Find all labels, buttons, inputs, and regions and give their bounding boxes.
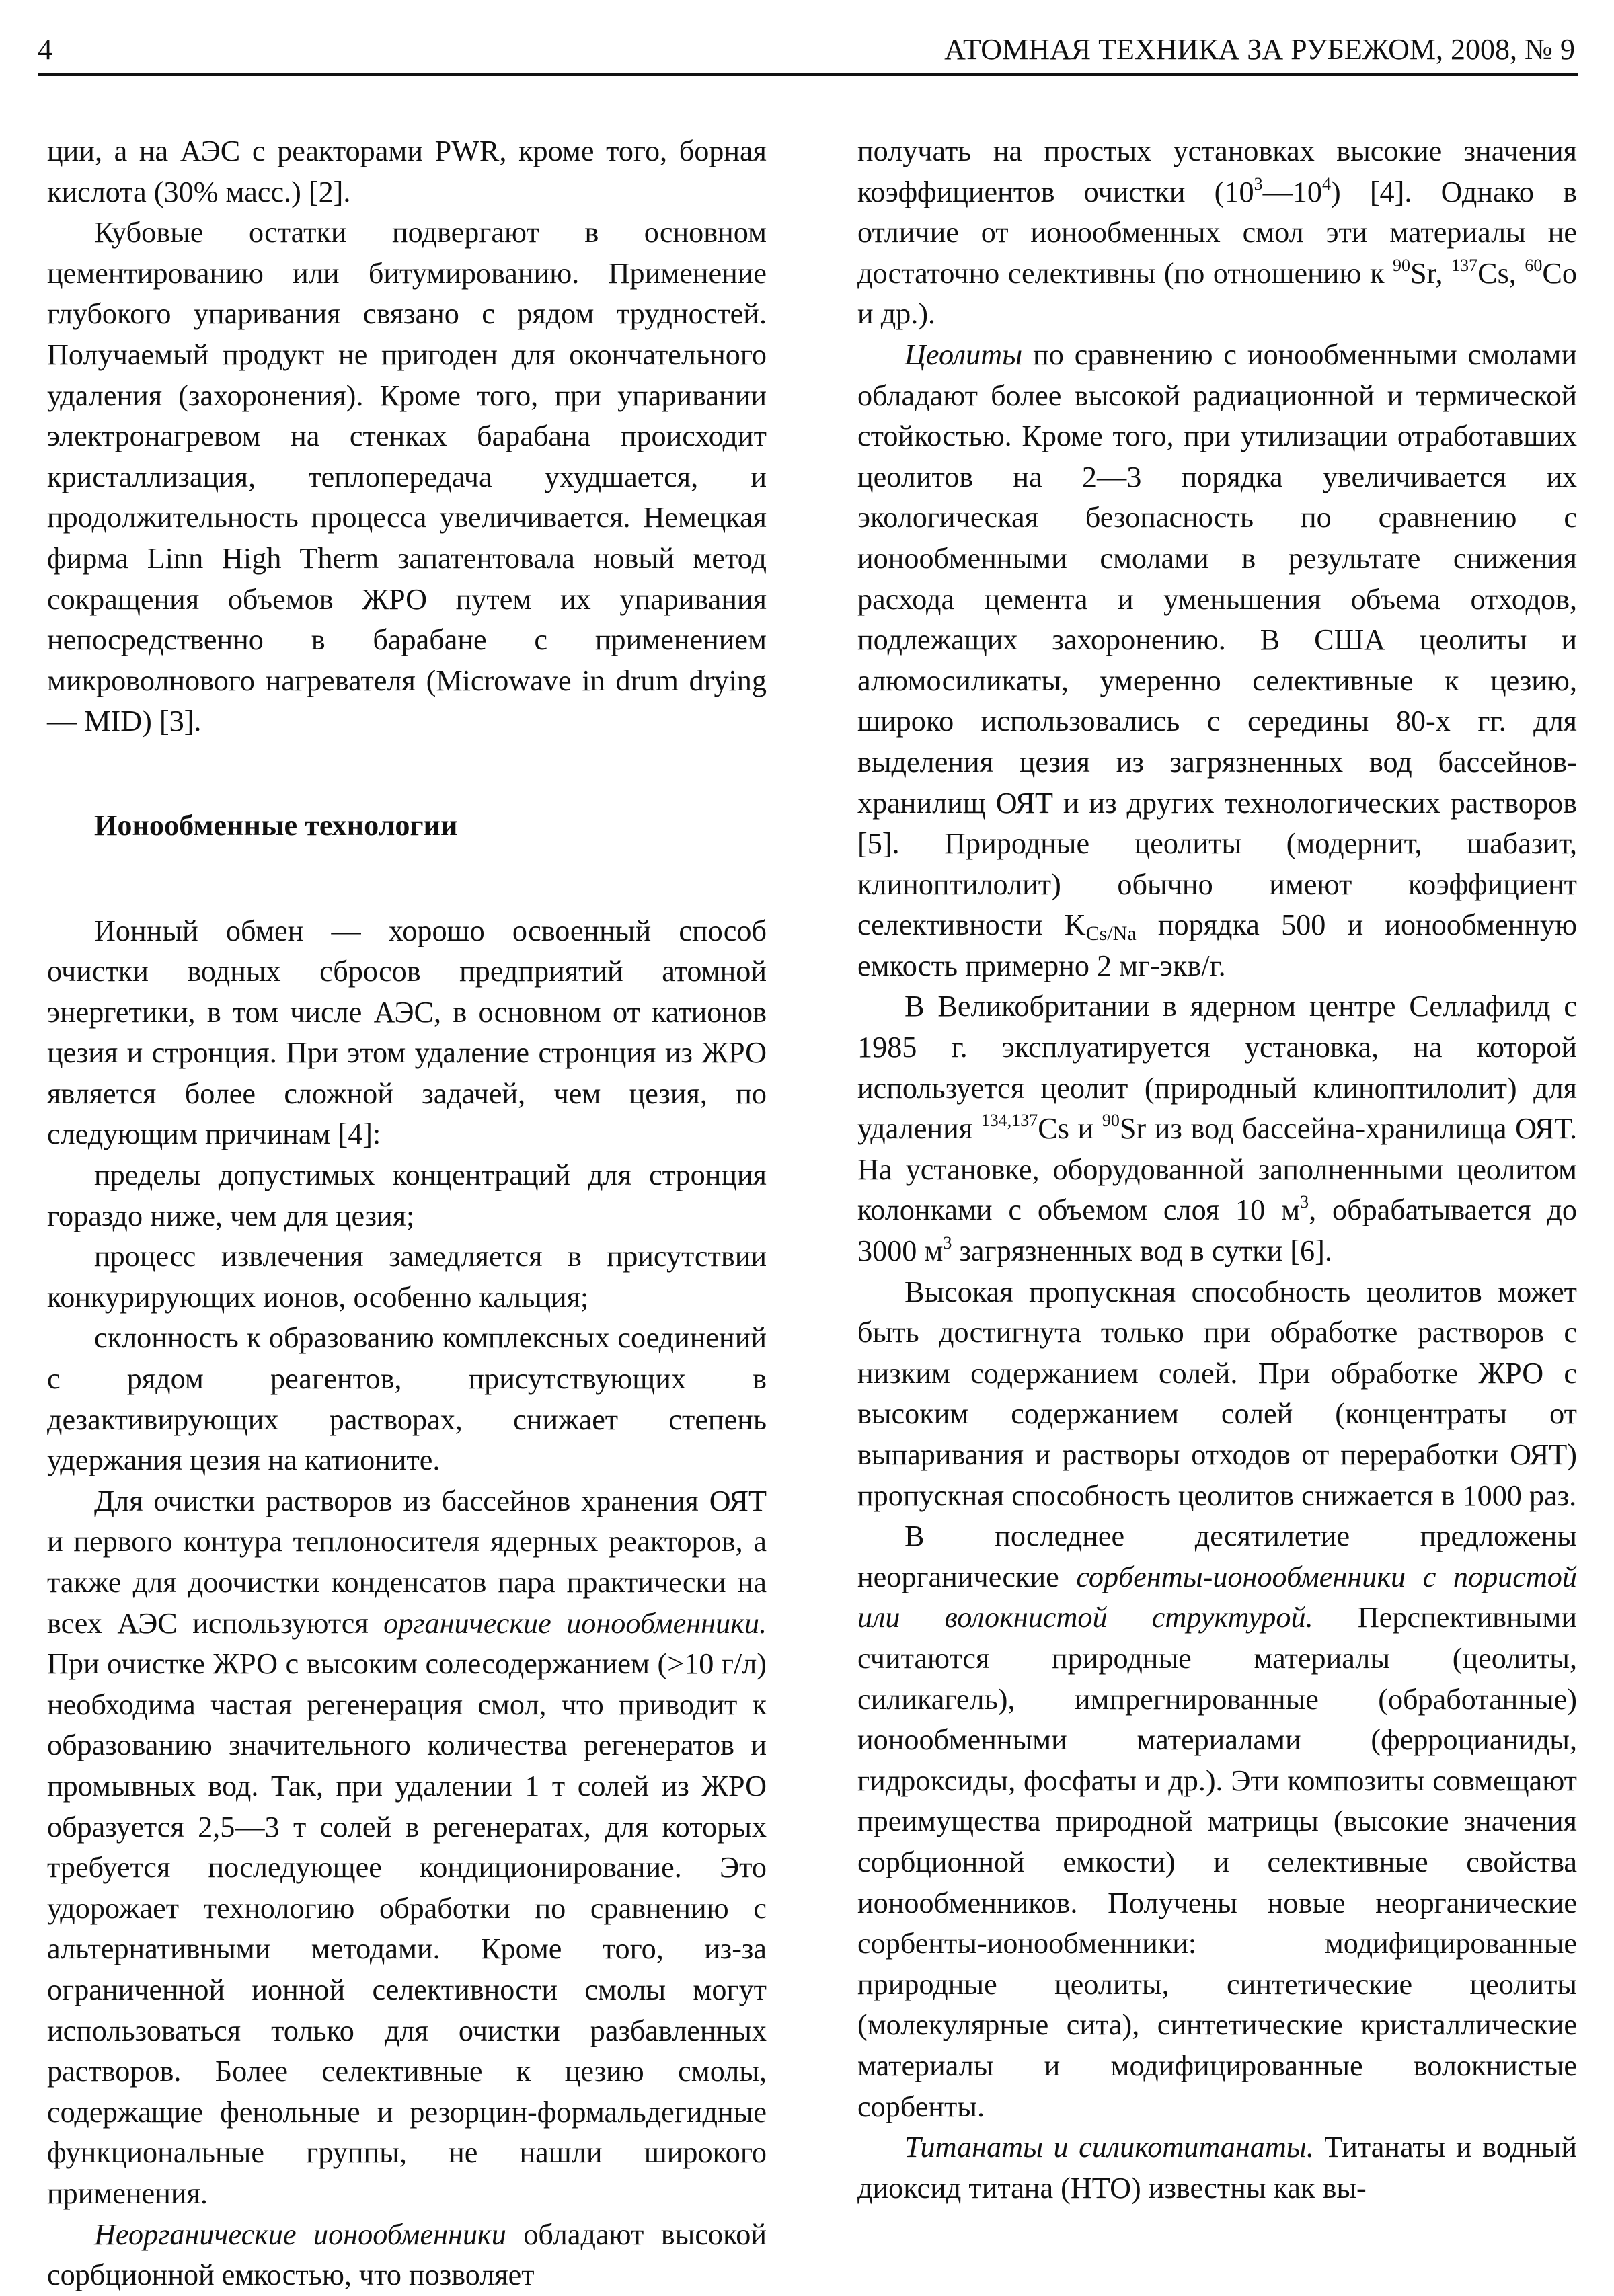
paragraph: [857, 1516, 1577, 2127]
superscript: 60: [1525, 255, 1543, 275]
paragraph: [47, 1481, 767, 2215]
text-run: Cs и: [1038, 1112, 1102, 1146]
text-run: Sr из вод бассейна-хранилища ОЯТ. На установке, оборудованной заполненными цеолитом колонками с объемом слоя 10 м: [857, 1112, 1577, 1227]
list-item: процесс извлечения замедляется в присутствии конкурирующих ионов, особенно кальция;: [47, 1240, 767, 1314]
list-item: пределы допустимых концентраций для стронция гораздо ниже, чем для цезия;: [47, 1158, 767, 1232]
text-run: Sr,: [1410, 256, 1452, 290]
text-run: Титанаты и водный диоксид титана (НТО) известны как вы-: [857, 2131, 1577, 2205]
text-run: Co и др.).: [857, 256, 1577, 331]
paragraph: [857, 986, 1577, 1271]
page-number: 4: [38, 33, 52, 66]
text-run: В последнее десятилетие предложены неорганические: [857, 1519, 1577, 1593]
paragraph: [857, 131, 1577, 335]
paragraph: Ионный обмен — хорошо освоенный способ очистки водных сбросов предприятий атомной энергетики, в том числе АЭС, в основном от катионов цезия и стронция. При этом удаление стронция из ЖРО является более сложной задачей, чем цезия, по следующим причинам [4]:: [47, 914, 767, 1151]
superscript: 3: [943, 1233, 952, 1253]
left-column: [47, 131, 767, 2296]
emphasis: Неорганические ионообменники: [94, 2217, 506, 2251]
superscript: 3: [1254, 173, 1263, 194]
section-heading: Ионообменные технологии: [94, 808, 458, 842]
paragraph: Кубовые остатки подвергают в основном цементированию или битумированию. Применение глубокого упаривания связано с рядом трудностей. Получаемый продукт не пригоден для окончательного удаления (захоронения). Кроме того, при упаривании электронагревом на стенках барабана происходит кристаллизация, теплопередача ухудшается, и продолжительность процесса увеличивается. Немецкая фирма Linn High Therm запатентовала новый метод сокращения объемов ЖРО путем их упаривания непосредственно в барабане с применением микроволнового нагревателя (Microwave in drum drying — MID) [3].: [47, 216, 767, 738]
paragraph: [857, 335, 1577, 987]
text-run: загрязненных вод в сутки [6].: [952, 1234, 1332, 1268]
text-run: , обрабатывается до 3000 м: [857, 1193, 1577, 1268]
superscript: 3: [1300, 1192, 1309, 1212]
superscript: 137: [1451, 255, 1478, 275]
superscript: 134,137: [981, 1111, 1038, 1131]
emphasis: органические ионообменники.: [383, 1606, 767, 1640]
text-run: Cs,: [1477, 256, 1525, 290]
emphasis: Цеолиты: [905, 338, 1023, 371]
text-run: —10: [1262, 175, 1322, 208]
text-run: В Великобритании в ядерном центре Селлафилд с 1985 г. эксплуатируется установка, на которой используется цеолит (природный клиноптилолит) для удаления: [857, 990, 1577, 1146]
paragraph: [857, 2127, 1577, 2209]
text-run: порядка 500 и ионообменную емкость примерно 2 мг-экв/г.: [857, 908, 1577, 982]
superscript: 90: [1392, 255, 1410, 275]
superscript: 4: [1321, 173, 1331, 194]
paragraph: [47, 2215, 767, 2296]
list-item: склонность к образованию комплексных соединений с рядом реагентов, присутствующих в дезактивирующих растворах, снижает степень удержания цезия на катионите.: [47, 1321, 767, 1477]
header-rule: [38, 73, 1578, 76]
running-header: [38, 30, 1575, 70]
text-run: по сравнению с ионообменными смолами обладают более высокой радиационной и термической стойкостью. Кроме того, при утилизации отработавших цеолитов на 2—3 порядка увеличивается их экологическая безопасность по сравнению с ионообменными смолами в результате снижения расхода цемента и уменьшения объема отходов, подлежащих захоронению. В США цеолиты и алюмосиликаты, умеренно селективные к цезию, широко использовались с середины 80-х гг. для выделения цезия из загрязненных вод бассейнов-хранилищ ОЯТ и из других технологических растворов [5]. Природные цеолиты (модернит, шабазит, клиноптилолит) обычно имеют коэффициент селективности K: [857, 338, 1577, 942]
text-run: При очистке ЖРО с высоким солесодержанием (>10 г/л) необходима частая регенерация смол, что приводит к образованию значительного количества регенератов и промывных вод. Так, при удалении 1 т солей из ЖРО образуется 2,5—3 т солей в регенератах, для которых требуется последующее кондиционирование. Это удорожает технологию обработки по сравнению с альтернативными методами. Кроме того, из-за ограниченной ионной селективности смолы могут использоваться только для очистки разбавленных растворов. Более селективные к цезию смолы, содержащие фенольные и резорцин-формальдегидные функциональные группы, не нашли широкого применения.: [47, 1647, 767, 2210]
emphasis: Титанаты и силикотитанаты.: [905, 2131, 1314, 2164]
text-run: Для очистки растворов из бассейнов хранения ОЯТ и первого контура теплоносителя ядерных реакторов, а также для доочистки конденсатов пара практически на всех АЭС используются: [47, 1484, 767, 1640]
paragraph: Высокая пропускная способность цеолитов может быть достигнута только при обработке растворов с низким содержанием солей. При обработке ЖРО с высоким содержанием солей (концентраты от выпаривания и растворы отходов от переработки ОЯТ) пропускная способность цеолитов снижается в 1000 раз.: [857, 1275, 1577, 1512]
text-run: обладают высокой сорбционной емкостью, что позволяет: [47, 2217, 767, 2292]
superscript: 90: [1102, 1111, 1120, 1131]
journal-title: АТОМНАЯ ТЕХНИКА ЗА РУБЕЖОМ, 2008, № 9: [944, 33, 1575, 66]
subscript: Cs/Na: [1085, 922, 1137, 945]
paragraph: ции, а на АЭС с реакторами PWR, кроме того, борная кислота (30% масс.) [2].: [47, 134, 767, 208]
text-run: получать на простых установках высокие значения коэффициентов очистки (10: [857, 134, 1577, 208]
right-column: [857, 131, 1577, 2209]
text-run: Перспективными считаются природные материалы (цеолиты, силикагель), импрегнированные (обработанные) ионообменными материалами (ферроцианиды, гидроксиды, фосфаты и др.). Эти композиты совмещают преимущества природной матрицы (высокие значения сорбционной емкости) и селективные свойства ионообменников. Получены новые неорганические сорбенты-ионообменники: модифицированные природные цеолиты, синтетические цеолиты (молекулярные сита), синтетические кристаллические материалы и модифицированные волокнистые сорбенты.: [857, 1601, 1577, 2123]
text-run: ) [4]. Однако в отличие от ионообменных смол эти материалы не достаточно селективны (по отношению к: [857, 175, 1577, 290]
emphasis: сорбенты-ионообменники с пористой или волокнистой структурой.: [857, 1560, 1577, 1634]
